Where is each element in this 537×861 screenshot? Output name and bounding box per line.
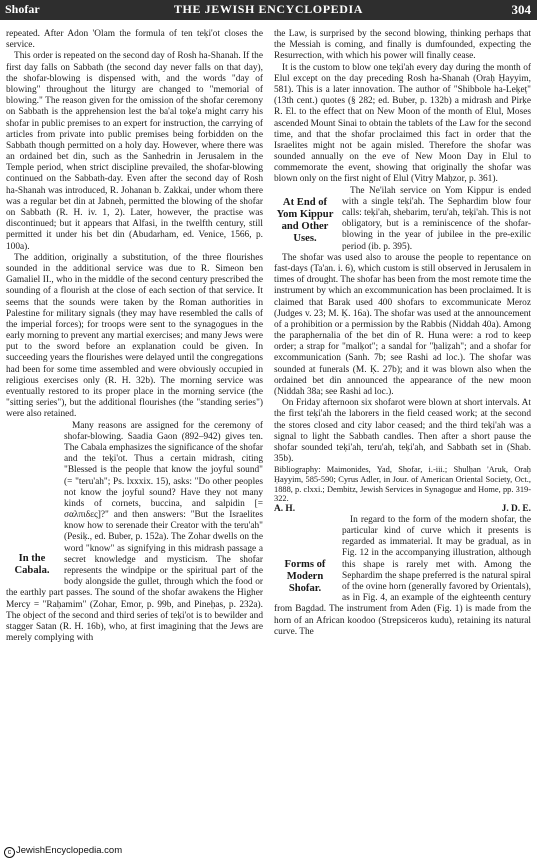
margin-note-forms: Forms of Modern Shofar. — [284, 558, 326, 594]
left-column — [6, 29, 263, 644]
copyright-footer — [4, 845, 122, 858]
publication-title: THE JEWISH ENCYCLOPEDIA — [173, 2, 364, 16]
paragraph: The shofar was used also to arouse the people to repentance on fast-days (Ta'an. i. 6), which custom is still observed in Jerusalem in times of drought. The shofar has been from the most remote time the instrument by which an excommunication has been proclaimed. It is claimed that Barak used 400 shofars to excommunicate Meroz (Judges v. 23; M. Ḳ. 16a). The shofar was used at the announcement of a prohibition or a permission by the Rabbis (Niddah 40a). Among the paraphernalia of the bet din of R. Huna were: a rod to keep order; a strap for "malḳot"; a sandal for "ḥaliẓah"; and a shofar for excommunication (Sanh. 7b; see Rashi ad loc.). The shofar was sounded at funerals (M. Ḳ. 27b); and it was blown also when the ordained bet din announced the appearance of the new moon (Niddah 38a; see Rashi ad loc.). — [274, 252, 531, 397]
bibliography: Bibliography: Maimonides, Yad, Shofar, i.-iii.; Shulḥan 'Aruk, Oraḥ Ḥayyim, 585-590; Cyrus Adler, in Jour. of American Oriental Society, Oct., 1888, p. clxxi.; Dembitz, Jewish Services in Synagogue and Home, pp. 319-322. — [274, 465, 531, 504]
right-column — [274, 29, 531, 638]
page-number: 304 — [511, 2, 531, 17]
paragraph: On Friday afternoon six shofarot were blown at short intervals. At the first teḳi'ah the laborers in the field ceased work; at the second the stores closed and city labor ceased; and the third teḳi'ah was a signal to light the Sabbath candles. Then after a short pause the shofar sounded teḳi'ah, teru'ah, teḳi'ah, and Sabbath set in (Shab. 35b). — [274, 398, 531, 465]
paragraph: The addition, originally a substitution, of the three flourishes sounded in the additional service was due to R. Simeon ben Gamaliel II., who in the middle of the second century prescribed the sounding of a flourish at the close of each section of that service. It seems that the sounds were taken by the Roman authorities in Palestine for military signals (they may have resembled the calls of the imperial forces); for troops were sent to the synagogues in the early morning to prevent any martial exercises; and many Jews were put to the sword before an explanation could be given. In succeeding years the flourishes were delayed until the congregations had been for some time assembled and were obviously occupied in religious exercises only (R. H. 32b). The morning service was eventually restored to its proper place in the morning service (the "sitting series"), but the additional flourishes (the "standing series") were also retained. — [6, 252, 263, 420]
margin-note-yom-kippur: At End of Yom Kippur and Other Uses. — [276, 196, 334, 244]
paragraph: It is the custom to blow one teḳi'ah every day during the month of Elul except on the day preceding Rosh ha-Shanah (Oraḥ Ḥayyim, 581). This is a later innovation. The author of "Shibbole ha-Leḳeṭ" (13th cent.) quotes (§ 282; ed. Buber, p. 132b) a midrash and Pirḳe R. El. to the effect that on New Moon of the month of Elul, Moses ascended Mount Sinai to obtain the tablets of the Law for the second time, and that the shofar proclaimed this fact in order that the Israelites might not be again misled. Therefore the shofar was sounded annually on the eve of New Moon Day in Elul to commemorate the event, showing that originally the shofar was blown only on the first night of Elul (Vitry Maḥzor, p. 361). — [274, 62, 531, 185]
margin-note-cabala: In the Cabala. — [14, 552, 50, 576]
paragraph: The Ne'ilah service on Yom Kippur is ended with a single teḳi'ah. The Sephardim blow four calls: teḳi'ah, shebarim, teru'ah, teḳi'ah. This is not obligatory, but is a reminiscence of the shofar-blowing in the year of jubilee in the pre-exilic period (ib. p. 395). — [342, 185, 531, 252]
paragraph: the Law, is surprised by the second blowing, thinking perhaps that the Messiah is coming, and finally is dumfounded, expecting the Resurrection, with which his power will finally cease. — [274, 29, 531, 62]
paragraph: Many reasons are assigned for the ceremony of shofar-blowing. Saadia Gaon (892–942) gives ten. The Cabala emphasizes the significance of the shofar and the teḳi'ot. Thus a certain midrash, citing "Blessed is the people that know the joyful sound" (= "teru'ah"; Ps. lxxxix. 15), asks: "Do other peoples not know the joyful sound? Have they not many kinds of cornets, buccina, and salpidin [= σαλπιδες]?" and then answers: "But the Israelites know how to serenade their Creator with the teru'ah" (Pesiḳ., ed. Buber, p. 152a). The Zohar dwells on the word "know" as signifying in this midrash passage a secret knowledge and mysticism. The shofar represents the windpipe or the spiritual part of the body alongside the gullet, through which the food or the earthly part passes. The sound of the shofar awakens the Higher Mercy = "Raḥamim" (Zohar, Emor, p. 99b, and Pineḥas, p. 232a). The object of the second and third series of teḳi'ot is to bewilder and stagger Satan (R. H. 16b), who, at first imagining that the Jews are merely complying with — [6, 420, 263, 644]
paragraph: In regard to the form of the modern shofar, the particular kind of curve which it presents is regarded as immaterial. It may be gradual, as in Fig. 12 in the accompanying illustration, although this shape is rarely met with. Among the Sephardim the shape preferred is the natural spiral of the ovine horn (generally favored by Orientals), as in Fig. 4, an example of the eighteenth century from Bagdad. The instrument from Aden (Fig. 1) is made from the horn of an African koodoo (Strepsiceros kudu), retaining its natural curve. The — [274, 514, 531, 637]
author-signatures — [274, 504, 531, 515]
signature-right: J. D. E. — [501, 503, 531, 514]
footer-text: JewishEncyclopedia.com — [16, 845, 123, 856]
page-header — [0, 0, 537, 20]
copyright-icon: c — [4, 847, 15, 858]
article-title: Shofar — [5, 2, 40, 16]
signature-left: A. H. — [274, 503, 296, 514]
paragraph: This order is repeated on the second day of Rosh ha-Shanah. If the first day falls on Sabbath (the second day never falls on that day), the shofar-blowing is dispensed with, and the words "day of blowing" throughout the liturgy are changed to "memorial of blowing." The reason given for the omission of the shofar ceremony on Sabbath is the apprehension lest the ba'al toḳe'a might carry his shofar in public premises to an expert for instruction, the carrying of articles from private into public premises being forbidden on the Sabbath though permitted on a holy day. However, where there was an ordained bet din, such as the Sanhedrin in Jerusalem in the Temple period, when strict discipline prevailed, the shofar-blowing continued on the Sabbath-day. Even after the second day of Rosh ha-Shanah was introduced, R. Johanan b. Zakkai, under whom there was a regular bet din at Jabneh, permitted the blowing of the shofar on Sabbath (R. H. iv. 1, 2). Later, however, the practise was discontinued; but it appears that Alfasi, in the twelfth century, still permitted it under his bet din (Abudarham, ed. Venice, 1566, p. 100a). — [6, 51, 263, 252]
paragraph: repeated. After Adon 'Olam the formula of ten teḳi'ot closes the service. — [6, 29, 263, 51]
